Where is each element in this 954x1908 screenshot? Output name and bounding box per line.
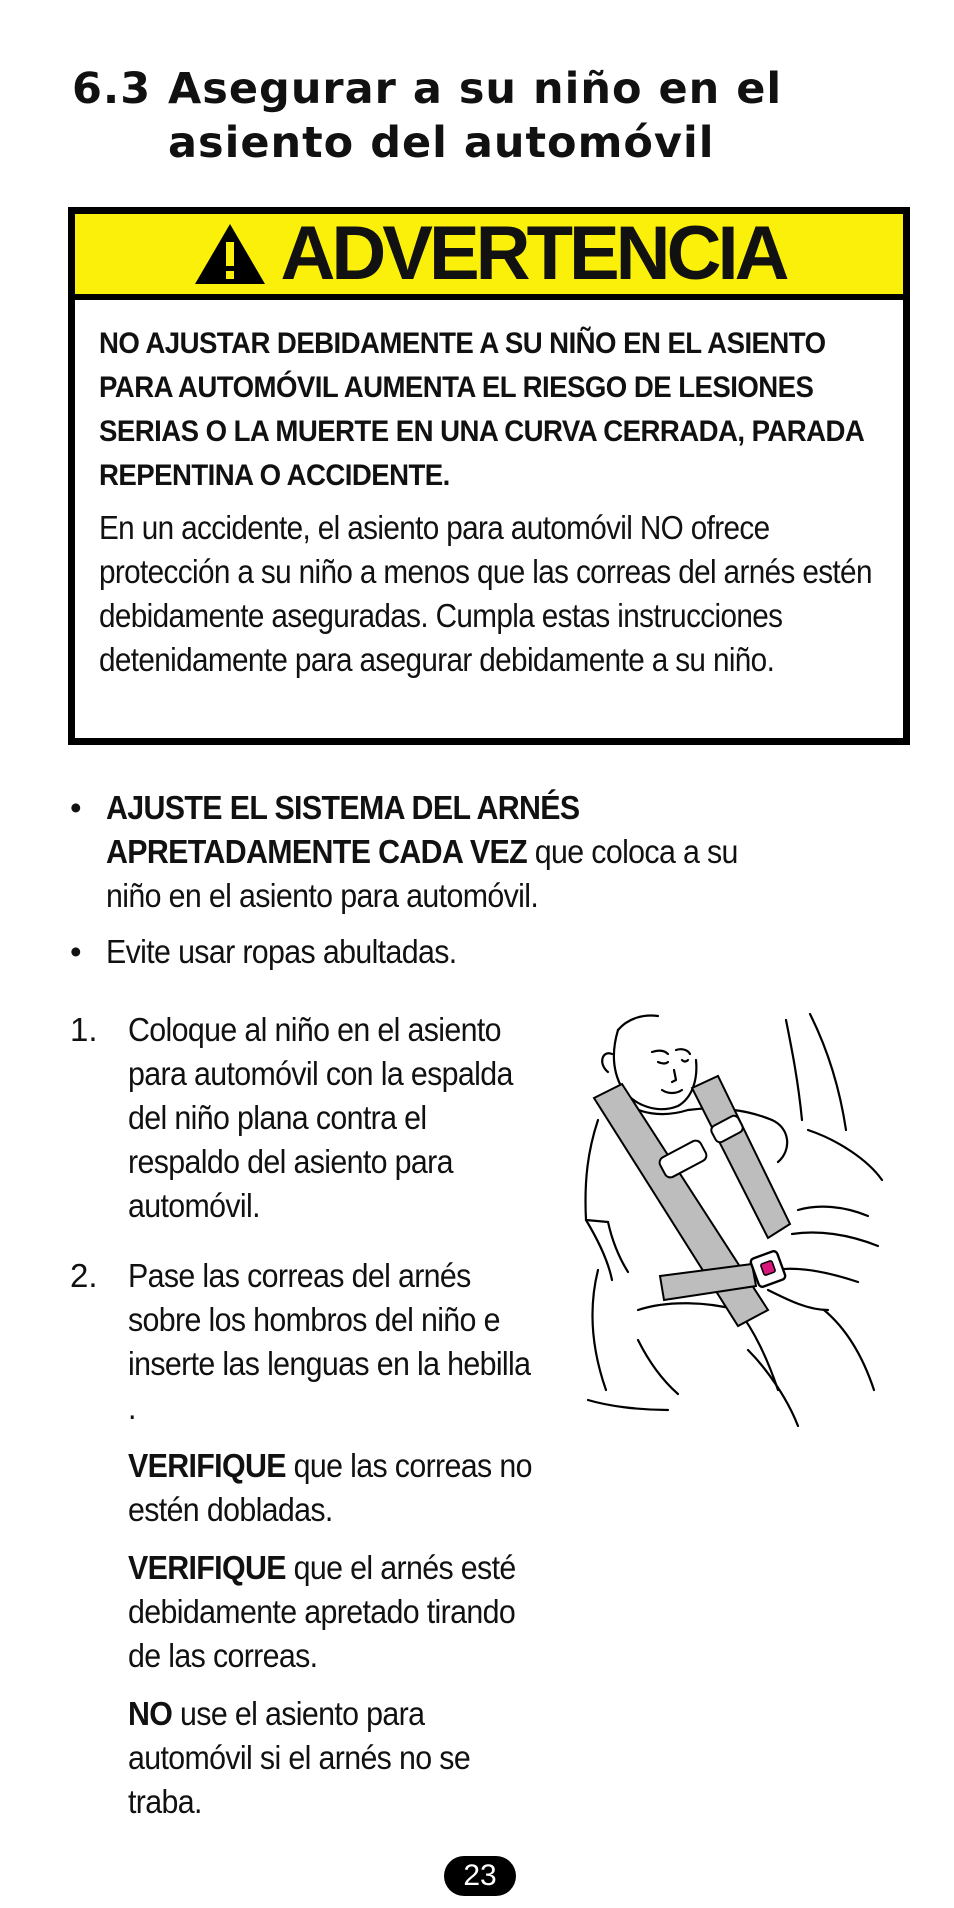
child-harness-illustration (578, 1010, 890, 1430)
note-text: que el arnés esté debidamente apretado tirando de las correas. (128, 1549, 516, 1674)
step-list (70, 1008, 560, 1850)
bullet-plain-text: que coloca a su niño en el asiento para automóvil. (106, 833, 738, 914)
step-number: 1. (70, 1011, 98, 1048)
step-text: Coloque al niño en el asiento para automóvil con la espalda del niño plana contra el respaldo del asiento para automóvil. (128, 1011, 513, 1224)
section-title-line1: Asegurar a su niño en el (168, 64, 783, 114)
warning-body (75, 300, 903, 682)
warning-title: ADVERTENCIA (280, 211, 786, 296)
note-text: que las correas no estén dobladas. (128, 1447, 532, 1528)
bullet-marker: • (70, 789, 81, 826)
warning-lead-text: NO AJUSTAR DEBIDAMENTE A SU NIÑO EN EL ASIENTO PARA AUTOMÓVIL AUMENTA EL RIESGO DE LESIONES SERIAS O LA MUERTE EN UNA CURVA CERRADA, PARADA REPENTINA O ACCIDENTE. (99, 327, 864, 492)
warning-header (75, 211, 903, 300)
step-number: 2. (70, 1257, 98, 1294)
warning-body-text: En un accidente, el asiento para automóvil NO ofrece protección a su niño a menos que las correas del arnés estén debidamente aseguradas. Cumpla estas instrucciones detenidamente para asegurar debidamente a su niño. (99, 509, 872, 678)
bullet-list (70, 786, 830, 986)
bullet-marker: • (70, 933, 81, 970)
bullet-item (70, 786, 830, 918)
bullet-text (106, 930, 772, 974)
step-note (128, 1692, 533, 1824)
step-note (128, 1546, 533, 1678)
page-number: 23 (444, 1856, 516, 1896)
step-item (70, 1254, 560, 1838)
section-number: 6.3 (72, 64, 152, 114)
step-body (128, 1254, 568, 1838)
step-text: Pase las correas del arnés sobre los hombros del niño e inserte las lenguas en la hebilla . (128, 1257, 531, 1426)
bullet-item (70, 930, 830, 974)
warning-triangle-icon (193, 222, 267, 286)
bullet-plain-text: Evite usar ropas abultadas. (106, 933, 457, 970)
note-bold: NO (128, 1695, 173, 1732)
step-item (70, 1008, 560, 1242)
note-bold: VERIFIQUE (128, 1447, 286, 1484)
section-title (72, 62, 892, 170)
step-body (128, 1008, 568, 1242)
bullet-text (106, 786, 772, 918)
warning-box (68, 207, 910, 745)
section-title-line2: asiento del automóvil (168, 118, 715, 168)
note-text: use el asiento para automóvil si el arnés no se traba. (128, 1695, 471, 1820)
step-note (128, 1444, 533, 1532)
note-bold: VERIFIQUE (128, 1549, 286, 1586)
bullet-bold-text: AJUSTE EL SISTEMA DEL ARNÉS APRETADAMENTE CADA VEZ (106, 789, 580, 870)
